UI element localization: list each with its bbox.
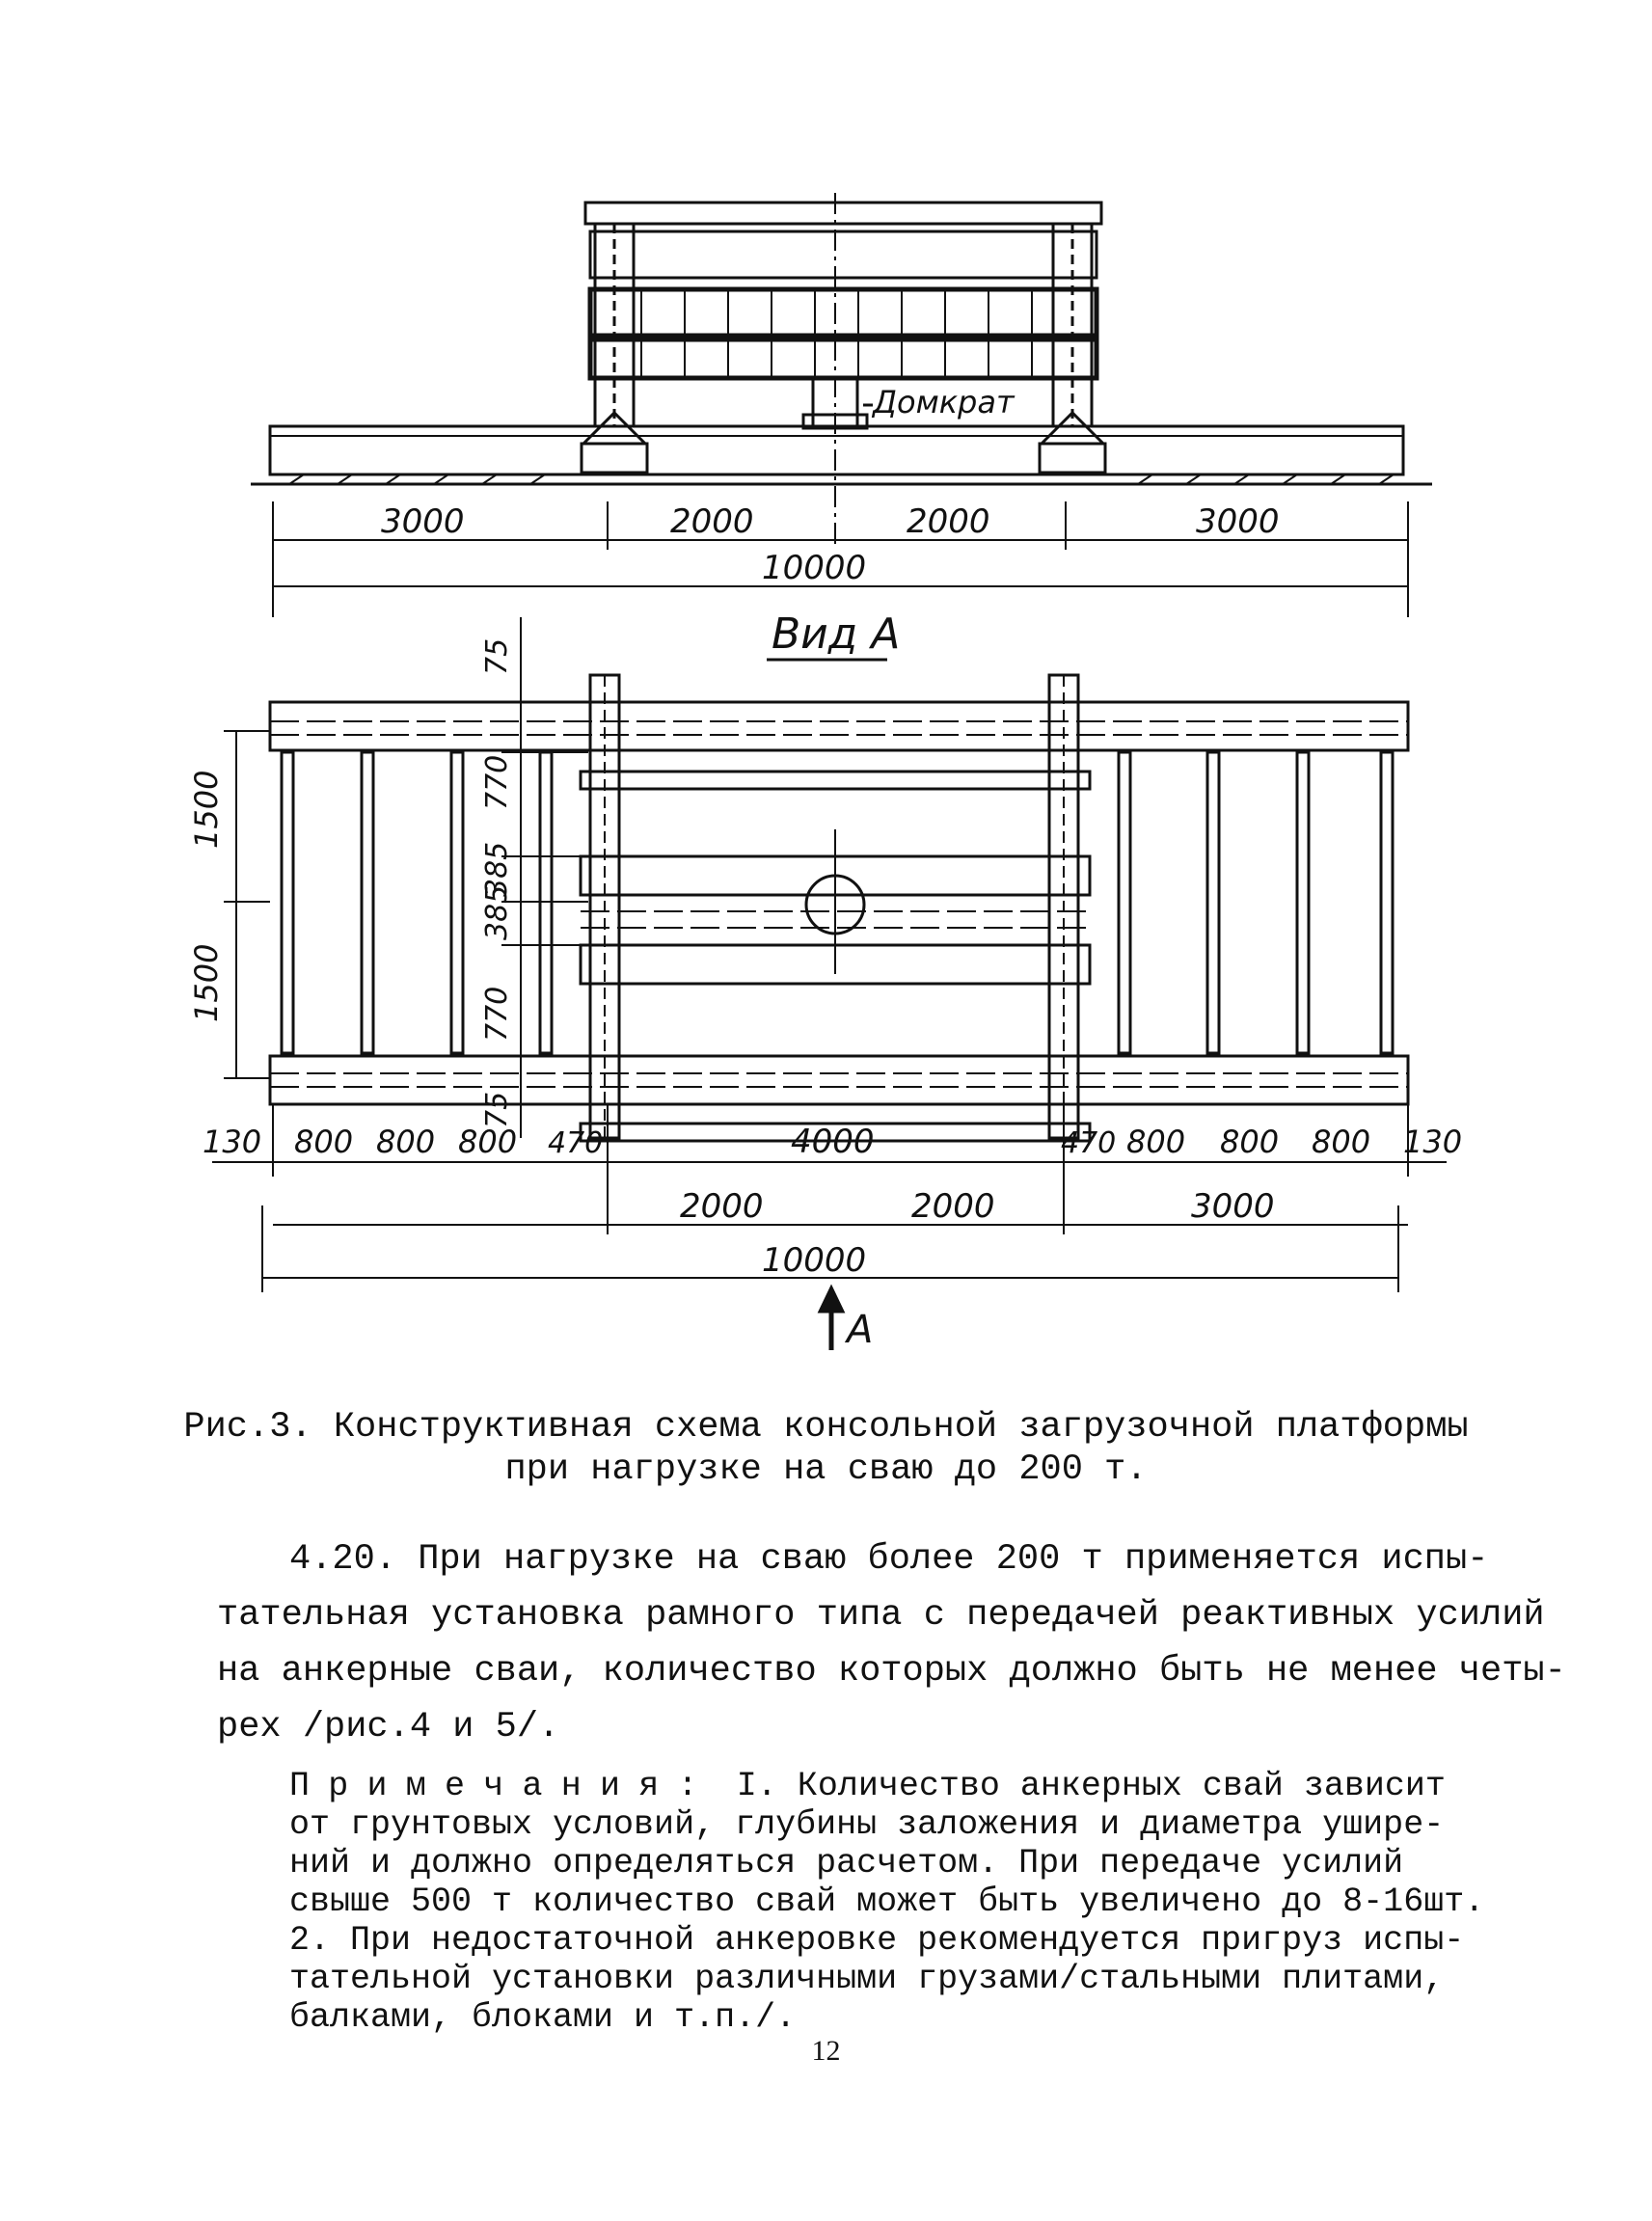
notes-line-1 xyxy=(289,1767,1446,1805)
notes-heading: Примечания: xyxy=(289,1767,717,1805)
plan-bottom-6: 4000 xyxy=(791,1123,875,1161)
figure-caption-line-2: при нагрузке на сваю до 200 т. xyxy=(504,1449,1148,1490)
notes-line-2: от грунтовых условий, глубины заложения и диаметра ушире- xyxy=(289,1805,1445,1844)
elevation-dim-4: 3000 xyxy=(1196,502,1280,541)
notes-line-5: 2. При недостаточной анкеровке рекомендуется пригруз испы- xyxy=(289,1921,1465,1960)
plan-dim-inner-3: 385 xyxy=(480,841,514,897)
notes-line-6: тательной установки различными грузами/стальными плитами, xyxy=(289,1960,1445,1998)
elevation-dim-1: 3000 xyxy=(381,502,465,541)
plan-dim-inner-6: 75 xyxy=(480,1091,514,1128)
plan-bottom-9: 800 xyxy=(1220,1124,1280,1160)
plan-dim-left-2: 1500 xyxy=(188,943,225,1022)
plan-bottom-8: 800 xyxy=(1126,1124,1186,1160)
page-number: 12 xyxy=(811,2035,841,2067)
plan-dim-inner-2: 770 xyxy=(480,754,514,810)
elevation-total: 10000 xyxy=(762,549,867,587)
plan-view xyxy=(212,617,1447,1350)
plan-bottom-1: 130 xyxy=(203,1124,262,1160)
figure-caption-line-1: Рис.3. Конструктивная схема консольной загрузочной платформы xyxy=(183,1407,1469,1448)
plan-mid-1: 2000 xyxy=(680,1187,764,1226)
jack-label: Домкрат xyxy=(873,384,1015,420)
plan-dim-inner-1: 75 xyxy=(480,637,514,675)
plan-mid-3: 3000 xyxy=(1191,1187,1275,1226)
elevation-dim-2: 2000 xyxy=(670,502,754,541)
plan-bottom-10: 800 xyxy=(1312,1124,1371,1160)
notes-line-3: ний и должно определяться расчетом. При передаче усилий xyxy=(289,1844,1404,1882)
plan-mid-2: 2000 xyxy=(911,1187,995,1226)
plan-bottom-11: 130 xyxy=(1403,1124,1463,1160)
arrow-label: А xyxy=(847,1308,874,1352)
paragraph-line-2: тательная установка рамного типа с передачей реактивных усилий xyxy=(217,1595,1545,1636)
elevation-dim-3: 2000 xyxy=(907,502,990,541)
plan-bottom-2: 800 xyxy=(294,1124,354,1160)
notes-text-1: I. Количество анкерных свай зависит xyxy=(716,1767,1446,1805)
plan-dim-inner-5: 770 xyxy=(480,986,514,1042)
plan-dim-inner-4: 385 xyxy=(480,884,514,940)
plan-bottom-5: 470 xyxy=(548,1126,604,1160)
plan-bottom-4: 800 xyxy=(458,1124,518,1160)
notes-line-7: балками, блоками и т.п./. xyxy=(289,1998,797,2037)
plan-total: 10000 xyxy=(762,1241,867,1280)
plan-bottom-3: 800 xyxy=(376,1124,436,1160)
paragraph-line-3: на анкерные сваи, количество которых должно быть не менее четы- xyxy=(217,1651,1566,1692)
paragraph-line-4: рех /рис.4 и 5/. xyxy=(217,1707,560,1747)
plan-bottom-7: 470 xyxy=(1061,1126,1117,1160)
plan-dim-left-1: 1500 xyxy=(188,770,225,849)
notes-line-4: свыше 500 т количество свай может быть увеличено до 8-16шт. xyxy=(289,1882,1485,1921)
view-title: Вид А xyxy=(772,609,901,659)
paragraph-line-1: 4.20. При нагрузке на сваю более 200 т применяется испы- xyxy=(289,1539,1489,1580)
